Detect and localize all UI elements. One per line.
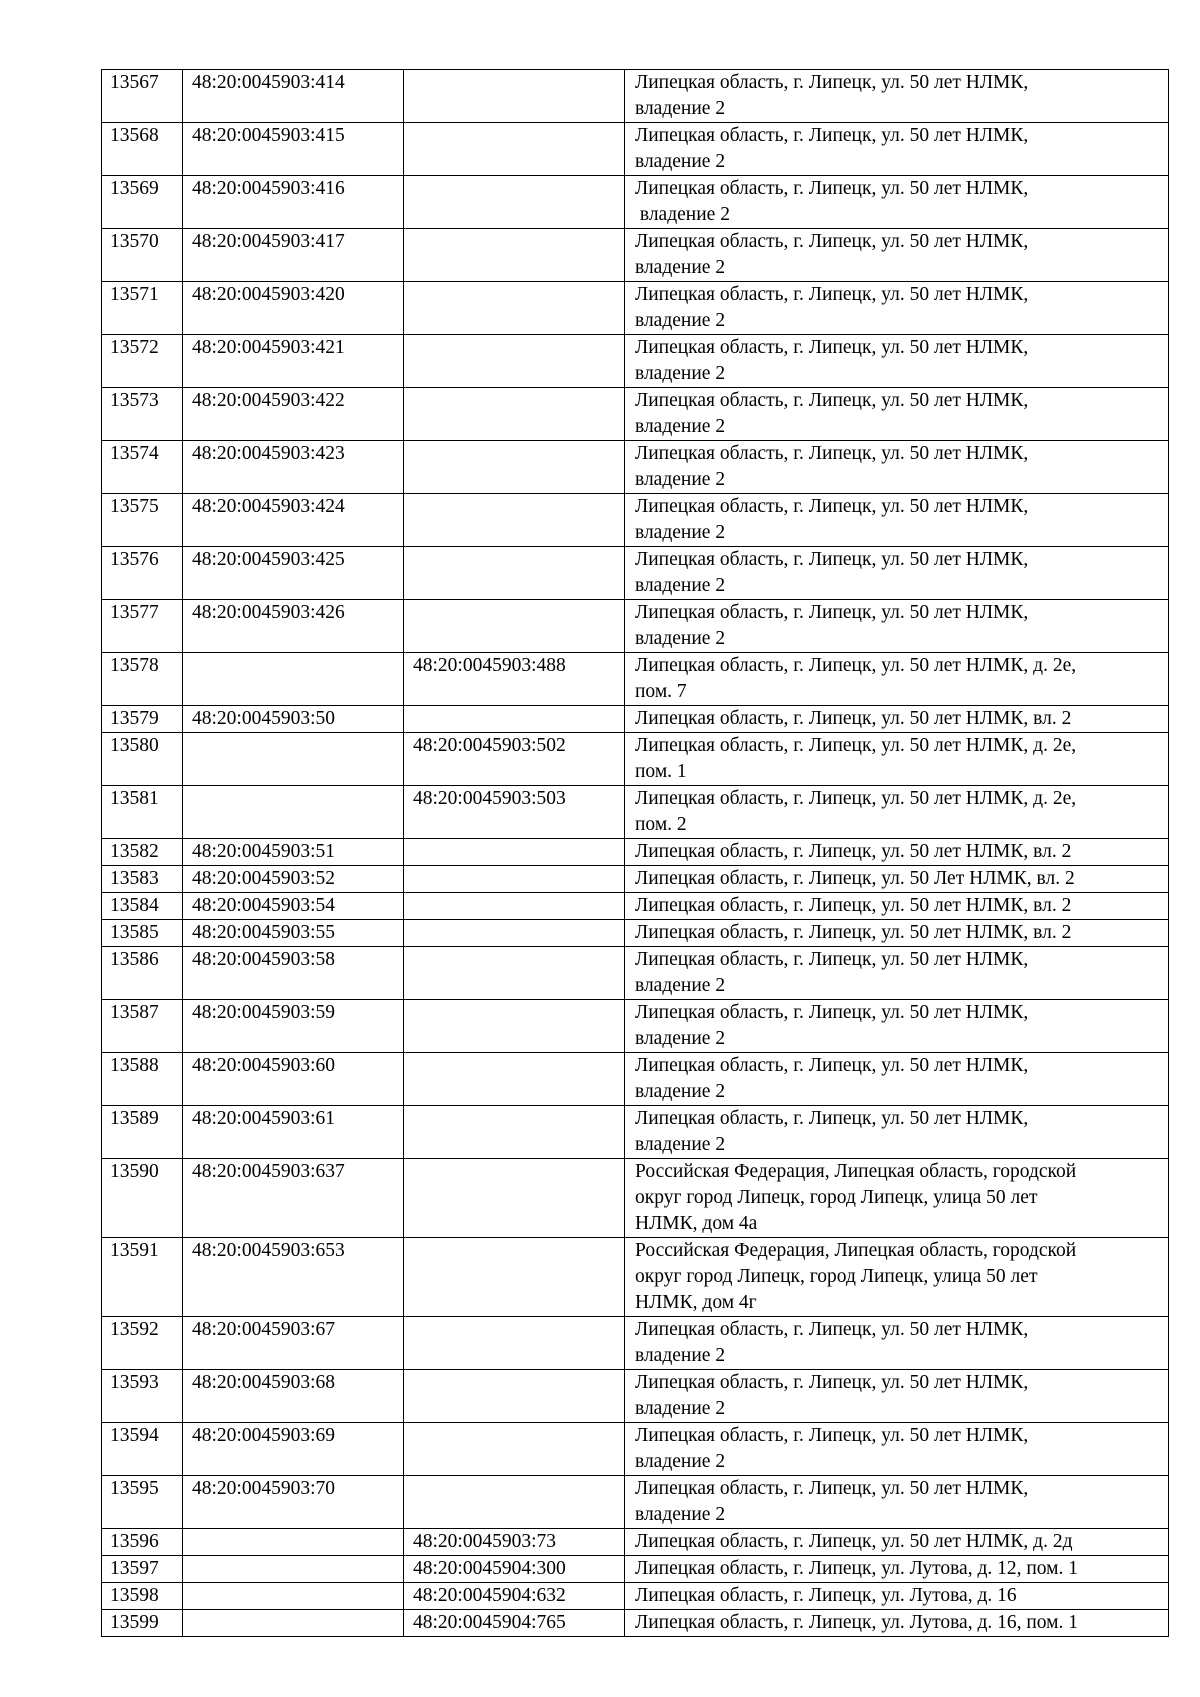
cadastral-number-cell: 48:20:0045903:58 — [183, 947, 404, 1000]
table-row — [102, 1053, 1169, 1106]
address-line: Липецкая область, г. Липецк, ул. 50 лет НЛМК, — [635, 1478, 1029, 1499]
related-cadastral-number-cell — [404, 494, 625, 547]
cadastral-number-cell: 48:20:0045903:61 — [183, 1106, 404, 1159]
cadastral-table — [101, 69, 1169, 1637]
table-row — [102, 335, 1169, 388]
row-number-cell: 13580 — [102, 733, 183, 786]
address-line: Липецкая область, г. Липецк, ул. 50 лет НЛМК, — [635, 1055, 1029, 1076]
row-number-cell: 13567 — [102, 70, 183, 123]
row-number-cell: 13586 — [102, 947, 183, 1000]
address-cell — [625, 1476, 1169, 1529]
row-number-cell: 13585 — [102, 920, 183, 947]
address-cell — [625, 282, 1169, 335]
cadastral-number-cell: 48:20:0045903:70 — [183, 1476, 404, 1529]
row-number-cell: 13593 — [102, 1370, 183, 1423]
cadastral-number-cell: 48:20:0045903:423 — [183, 441, 404, 494]
address-cell — [625, 335, 1169, 388]
row-number-cell: 13574 — [102, 441, 183, 494]
cadastral-number-cell: 48:20:0045903:69 — [183, 1423, 404, 1476]
row-number-cell: 13577 — [102, 600, 183, 653]
cadastral-number-cell: 48:20:0045903:637 — [183, 1159, 404, 1238]
table-row — [102, 1583, 1169, 1610]
cadastral-number-cell: 48:20:0045903:54 — [183, 893, 404, 920]
table-row — [102, 733, 1169, 786]
row-number-cell: 13575 — [102, 494, 183, 547]
address-line: Липецкая область, г. Липецк, ул. 50 лет НЛМК, — [635, 549, 1029, 570]
cadastral-number-cell: 48:20:0045903:51 — [183, 839, 404, 866]
cadastral-number-cell: 48:20:0045903:421 — [183, 335, 404, 388]
address-line: владение 2 — [635, 98, 726, 119]
address-line: Липецкая область, г. Липецк, ул. 50 лет НЛМК, — [635, 443, 1029, 464]
address-cell — [625, 176, 1169, 229]
address-cell — [625, 494, 1169, 547]
table-row — [102, 388, 1169, 441]
row-number-cell: 13584 — [102, 893, 183, 920]
table-row — [102, 786, 1169, 839]
address-cell — [625, 1610, 1169, 1637]
row-number-cell: 13570 — [102, 229, 183, 282]
row-number-cell: 13589 — [102, 1106, 183, 1159]
cadastral-number-cell — [183, 1610, 404, 1637]
address-line: Российская Федерация, Липецкая область, городской — [635, 1161, 1077, 1182]
table-row — [102, 1423, 1169, 1476]
related-cadastral-number-cell: 48:20:0045903:73 — [404, 1529, 625, 1556]
row-number-cell: 13588 — [102, 1053, 183, 1106]
table-row — [102, 441, 1169, 494]
table-row — [102, 229, 1169, 282]
related-cadastral-number-cell — [404, 839, 625, 866]
address-line: Липецкая область, г. Липецк, ул. 50 лет НЛМК, вл. 2 — [635, 708, 1072, 729]
cadastral-number-cell — [183, 653, 404, 706]
row-number-cell: 13597 — [102, 1556, 183, 1583]
address-line: округ город Липецк, город Липецк, улица 50 лет — [635, 1266, 1038, 1287]
table-row — [102, 706, 1169, 733]
address-line: владение 2 — [635, 1345, 726, 1366]
cadastral-number-cell: 48:20:0045903:424 — [183, 494, 404, 547]
address-cell — [625, 547, 1169, 600]
address-line: Липецкая область, г. Липецк, ул. 50 лет НЛМК, вл. 2 — [635, 841, 1072, 862]
cadastral-number-cell: 48:20:0045903:68 — [183, 1370, 404, 1423]
cadastral-number-cell: 48:20:0045903:55 — [183, 920, 404, 947]
cadastral-number-cell: 48:20:0045903:414 — [183, 70, 404, 123]
row-number-cell: 13582 — [102, 839, 183, 866]
related-cadastral-number-cell: 48:20:0045903:488 — [404, 653, 625, 706]
related-cadastral-number-cell — [404, 1000, 625, 1053]
row-number-cell: 13591 — [102, 1238, 183, 1317]
address-line: Липецкая область, г. Липецк, ул. 50 лет НЛМК, — [635, 284, 1029, 305]
address-line: Липецкая область, г. Липецк, ул. 50 лет НЛМК, — [635, 1372, 1029, 1393]
address-cell — [625, 229, 1169, 282]
table-row — [102, 893, 1169, 920]
address-line: Липецкая область, г. Липецк, ул. 50 Лет НЛМК, вл. 2 — [635, 868, 1075, 889]
address-line: округ город Липецк, город Липецк, улица 50 лет — [635, 1187, 1038, 1208]
address-line: Российская Федерация, Липецкая область, городской — [635, 1240, 1077, 1261]
table-row — [102, 123, 1169, 176]
related-cadastral-number-cell: 48:20:0045904:632 — [404, 1583, 625, 1610]
address-line: пом. 7 — [635, 681, 687, 702]
address-cell — [625, 733, 1169, 786]
related-cadastral-number-cell: 48:20:0045903:502 — [404, 733, 625, 786]
address-line: Липецкая область, г. Липецк, ул. 50 лет НЛМК, — [635, 231, 1029, 252]
row-number-cell: 13592 — [102, 1317, 183, 1370]
related-cadastral-number-cell — [404, 600, 625, 653]
related-cadastral-number-cell — [404, 70, 625, 123]
related-cadastral-number-cell — [404, 123, 625, 176]
address-cell — [625, 1423, 1169, 1476]
row-number-cell: 13572 — [102, 335, 183, 388]
address-line: владение 2 — [635, 257, 726, 278]
related-cadastral-number-cell — [404, 1159, 625, 1238]
address-line: владение 2 — [635, 975, 726, 996]
address-cell — [625, 70, 1169, 123]
address-cell — [625, 947, 1169, 1000]
address-cell — [625, 1106, 1169, 1159]
address-line: Липецкая область, г. Липецк, ул. 50 лет НЛМК, д. 2д — [635, 1531, 1073, 1552]
address-line: Липецкая область, г. Липецк, ул. 50 лет НЛМК, д. 2е, — [635, 655, 1077, 676]
address-line: Липецкая область, г. Липецк, ул. 50 лет НЛМК, — [635, 390, 1029, 411]
cadastral-number-cell: 48:20:0045903:420 — [183, 282, 404, 335]
address-cell — [625, 866, 1169, 893]
table-row — [102, 494, 1169, 547]
row-number-cell: 13599 — [102, 1610, 183, 1637]
cadastral-number-cell: 48:20:0045903:416 — [183, 176, 404, 229]
address-line: Липецкая область, г. Липецк, ул. 50 лет НЛМК, — [635, 1425, 1029, 1446]
row-number-cell: 13587 — [102, 1000, 183, 1053]
address-cell — [625, 706, 1169, 733]
address-cell — [625, 920, 1169, 947]
related-cadastral-number-cell — [404, 1053, 625, 1106]
address-cell — [625, 600, 1169, 653]
address-line: Липецкая область, г. Липецк, ул. 50 лет НЛМК, — [635, 337, 1029, 358]
address-cell — [625, 1529, 1169, 1556]
address-cell — [625, 893, 1169, 920]
related-cadastral-number-cell — [404, 1317, 625, 1370]
related-cadastral-number-cell: 48:20:0045904:300 — [404, 1556, 625, 1583]
related-cadastral-number-cell — [404, 866, 625, 893]
address-line: Липецкая область, г. Липецк, ул. 50 лет НЛМК, — [635, 178, 1029, 199]
related-cadastral-number-cell — [404, 1370, 625, 1423]
row-number-cell: 13573 — [102, 388, 183, 441]
cadastral-number-cell: 48:20:0045903:426 — [183, 600, 404, 653]
table-row — [102, 1106, 1169, 1159]
address-line: НЛМК, дом 4а — [635, 1213, 758, 1234]
address-line: Липецкая область, г. Липецк, ул. 50 лет НЛМК, д. 2е, — [635, 735, 1077, 756]
address-cell — [625, 1000, 1169, 1053]
related-cadastral-number-cell — [404, 1423, 625, 1476]
address-cell — [625, 1159, 1169, 1238]
address-line: Липецкая область, г. Липецк, ул. Лутова, д. 12, пом. 1 — [635, 1558, 1079, 1579]
row-number-cell: 13578 — [102, 653, 183, 706]
related-cadastral-number-cell — [404, 893, 625, 920]
related-cadastral-number-cell — [404, 706, 625, 733]
address-line: владение 2 — [635, 628, 726, 649]
table-row — [102, 866, 1169, 893]
table-row — [102, 282, 1169, 335]
table-row — [102, 1476, 1169, 1529]
address-line: владение 2 — [635, 416, 726, 437]
row-number-cell: 13594 — [102, 1423, 183, 1476]
row-number-cell: 13579 — [102, 706, 183, 733]
address-cell — [625, 1556, 1169, 1583]
cadastral-number-cell — [183, 786, 404, 839]
cadastral-number-cell: 48:20:0045903:415 — [183, 123, 404, 176]
table-row — [102, 653, 1169, 706]
address-line: Липецкая область, г. Липецк, ул. 50 лет НЛМК, д. 2е, — [635, 788, 1077, 809]
address-line: Липецкая область, г. Липецк, ул. Лутова, д. 16, пом. 1 — [635, 1612, 1079, 1633]
related-cadastral-number-cell — [404, 282, 625, 335]
row-number-cell: 13595 — [102, 1476, 183, 1529]
address-line: Липецкая область, г. Липецк, ул. 50 лет НЛМК, — [635, 949, 1029, 970]
row-number-cell: 13576 — [102, 547, 183, 600]
cadastral-number-cell: 48:20:0045903:653 — [183, 1238, 404, 1317]
table-body — [102, 70, 1169, 1637]
address-line: владение 2 — [635, 204, 730, 225]
address-line: пом. 2 — [635, 814, 687, 835]
cadastral-number-cell — [183, 1583, 404, 1610]
address-cell — [625, 1317, 1169, 1370]
address-cell — [625, 653, 1169, 706]
row-number-cell: 13571 — [102, 282, 183, 335]
address-cell — [625, 1583, 1169, 1610]
address-line: НЛМК, дом 4г — [635, 1292, 757, 1313]
row-number-cell: 13596 — [102, 1529, 183, 1556]
address-line: Липецкая область, г. Липецк, ул. 50 лет НЛМК, — [635, 125, 1029, 146]
address-line: Липецкая область, г. Липецк, ул. 50 лет НЛМК, — [635, 1108, 1029, 1129]
address-cell — [625, 1370, 1169, 1423]
address-line: Липецкая область, г. Липецк, ул. 50 лет НЛМК, — [635, 602, 1029, 623]
address-line: владение 2 — [635, 1081, 726, 1102]
table-row — [102, 70, 1169, 123]
row-number-cell: 13568 — [102, 123, 183, 176]
address-line: владение 2 — [635, 363, 726, 384]
address-cell — [625, 839, 1169, 866]
address-line: Липецкая область, г. Липецк, ул. 50 лет НЛМК, — [635, 1319, 1029, 1340]
cadastral-number-cell — [183, 1556, 404, 1583]
table-row — [102, 1610, 1169, 1637]
table-row — [102, 1370, 1169, 1423]
address-cell — [625, 1238, 1169, 1317]
address-line: владение 2 — [635, 1504, 726, 1525]
related-cadastral-number-cell — [404, 441, 625, 494]
address-line: владение 2 — [635, 1028, 726, 1049]
cadastral-number-cell: 48:20:0045903:67 — [183, 1317, 404, 1370]
address-cell — [625, 388, 1169, 441]
address-line: владение 2 — [635, 151, 726, 172]
table-row — [102, 920, 1169, 947]
address-line: Липецкая область, г. Липецк, ул. 50 лет НЛМК, — [635, 1002, 1029, 1023]
address-line: владение 2 — [635, 469, 726, 490]
related-cadastral-number-cell — [404, 1106, 625, 1159]
table-row — [102, 1000, 1169, 1053]
related-cadastral-number-cell — [404, 920, 625, 947]
table-row — [102, 1529, 1169, 1556]
cadastral-number-cell: 48:20:0045903:425 — [183, 547, 404, 600]
table-row — [102, 839, 1169, 866]
address-line: владение 2 — [635, 1134, 726, 1155]
table-row — [102, 947, 1169, 1000]
table-row — [102, 600, 1169, 653]
row-number-cell: 13598 — [102, 1583, 183, 1610]
cadastral-number-cell: 48:20:0045903:422 — [183, 388, 404, 441]
address-cell — [625, 441, 1169, 494]
address-line: владение 2 — [635, 310, 726, 331]
cadastral-number-cell: 48:20:0045903:52 — [183, 866, 404, 893]
table-row — [102, 547, 1169, 600]
related-cadastral-number-cell — [404, 1238, 625, 1317]
related-cadastral-number-cell — [404, 388, 625, 441]
table-row — [102, 176, 1169, 229]
cadastral-number-cell: 48:20:0045903:59 — [183, 1000, 404, 1053]
cadastral-number-cell: 48:20:0045903:60 — [183, 1053, 404, 1106]
address-line: Липецкая область, г. Липецк, ул. Лутова, д. 16 — [635, 1585, 1017, 1606]
related-cadastral-number-cell — [404, 335, 625, 388]
address-cell — [625, 786, 1169, 839]
cadastral-number-cell — [183, 1529, 404, 1556]
address-line: Липецкая область, г. Липецк, ул. 50 лет НЛМК, вл. 2 — [635, 922, 1072, 943]
address-line: владение 2 — [635, 1451, 726, 1472]
cadastral-number-cell — [183, 733, 404, 786]
related-cadastral-number-cell — [404, 947, 625, 1000]
address-line: владение 2 — [635, 522, 726, 543]
address-line: Липецкая область, г. Липецк, ул. 50 лет НЛМК, — [635, 496, 1029, 517]
row-number-cell: 13590 — [102, 1159, 183, 1238]
address-cell — [625, 123, 1169, 176]
address-line: Липецкая область, г. Липецк, ул. 50 лет НЛМК, вл. 2 — [635, 895, 1072, 916]
cadastral-number-cell: 48:20:0045903:50 — [183, 706, 404, 733]
table-row — [102, 1556, 1169, 1583]
address-line: Липецкая область, г. Липецк, ул. 50 лет НЛМК, — [635, 72, 1029, 93]
related-cadastral-number-cell — [404, 229, 625, 282]
row-number-cell: 13581 — [102, 786, 183, 839]
related-cadastral-number-cell — [404, 547, 625, 600]
address-line: владение 2 — [635, 575, 726, 596]
related-cadastral-number-cell: 48:20:0045904:765 — [404, 1610, 625, 1637]
address-line: владение 2 — [635, 1398, 726, 1419]
related-cadastral-number-cell: 48:20:0045903:503 — [404, 786, 625, 839]
related-cadastral-number-cell — [404, 176, 625, 229]
address-line: пом. 1 — [635, 761, 687, 782]
table-row — [102, 1159, 1169, 1238]
row-number-cell: 13569 — [102, 176, 183, 229]
related-cadastral-number-cell — [404, 1476, 625, 1529]
address-cell — [625, 1053, 1169, 1106]
table-row — [102, 1238, 1169, 1317]
table-row — [102, 1317, 1169, 1370]
row-number-cell: 13583 — [102, 866, 183, 893]
cadastral-number-cell: 48:20:0045903:417 — [183, 229, 404, 282]
